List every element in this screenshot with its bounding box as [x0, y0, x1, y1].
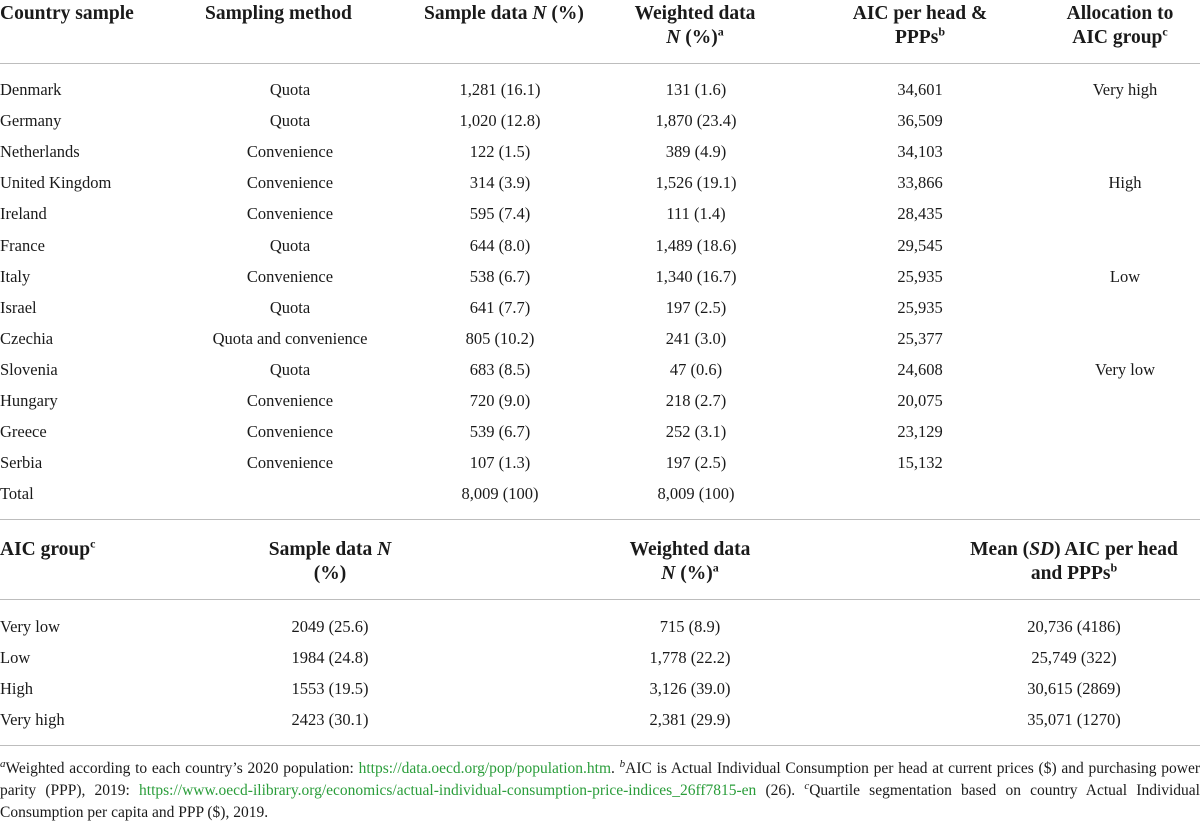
footnotes: $^a$Weighted according to each country’s 2020 population: https://data.oecd.org/pop/population.htm. $^b$AIC is Actual Individual Consumption per head at current prices ($) and purchasing power parity (PPP), 2019: https://www.oecd-ilibrary.org/economics/actual-individual-consumption-price-indices_26ff7815-en (26). $^c$Quartile segmentation based on country Actual Individual Consumption per capita and PPP ($), 2019. — [0, 757, 1200, 821]
cell-method: Convenience — [246, 142, 334, 162]
footnote-a-mark: a — [0, 757, 6, 770]
cell-country: Ireland — [0, 204, 47, 224]
cell-t2-sample: 1984 (24.8) — [291, 648, 369, 667]
header-t2-sample-data: Sample data N (%) — [268, 539, 392, 584]
cell-aic-group: Very low — [0, 617, 61, 636]
cell-method: Quota — [269, 80, 311, 99]
cell-t2-mean: 35,071 (1270) — [1027, 710, 1121, 729]
header-allocation: Allocation to AIC group$^c$ — [1066, 3, 1174, 48]
header-t2-mean-aic: Mean (SD) AIC per head and PPPs$^b$ — [970, 539, 1178, 584]
header-weighted-data: Weighted data N (%)$^a$ — [634, 3, 756, 48]
cell-sample: 805 (10.2) — [465, 328, 535, 348]
cell-weighted: 1,526 (19.1) — [655, 173, 737, 193]
cell-method: Convenience — [246, 391, 334, 410]
cell-method: Quota and convenience — [212, 328, 368, 348]
cell-method: Convenience — [246, 266, 334, 286]
cell-method: Quota — [269, 297, 311, 317]
cell-weighted: 197 (2.5) — [665, 453, 727, 473]
cell-country: Italy — [0, 266, 31, 286]
footnote-b-text: AIC is Actual Individual Consumption per head at current prices ($) and purchasing power parity (PPP), 2019: — [0, 760, 1200, 799]
cell-sample: 122 (1.5) — [469, 142, 531, 162]
header-aic-per-head: AIC per head & PPPs$^b$ — [852, 3, 988, 48]
cell-sample: 107 (1.3) — [469, 453, 531, 473]
cell-method: Convenience — [246, 204, 334, 224]
cell-sample: 644 (8.0) — [469, 235, 531, 255]
cell-weighted: 47 (0.6) — [669, 359, 723, 379]
cell-sample: 8,009 (100) — [461, 484, 539, 504]
cell-country: Czechia — [0, 328, 54, 348]
cell-aic: 20,075 — [897, 391, 943, 410]
cell-t2-mean: 30,615 (2869) — [1027, 679, 1121, 698]
cell-sample: 539 (6.7) — [469, 422, 531, 442]
cell-aic-group: High — [0, 679, 33, 698]
cell-t2-mean: 20,736 (4186) — [1027, 617, 1121, 636]
header-country-sample: Country sample — [0, 3, 134, 24]
cell-t2-weighted: 2,381 (29.9) — [649, 710, 731, 729]
cell-sample: 683 (8.5) — [469, 359, 531, 379]
cell-country: Total — [0, 484, 34, 504]
cell-method: Convenience — [246, 453, 334, 473]
cell-country: Serbia — [0, 453, 43, 473]
cell-allocation: Very high — [1092, 80, 1158, 99]
cell-country: France — [0, 235, 45, 255]
cell-aic-group: Very high — [0, 710, 65, 729]
cell-method: Convenience — [246, 422, 334, 442]
cell-weighted: 1,489 (18.6) — [655, 235, 737, 255]
cell-country: Hungary — [0, 391, 58, 410]
table-divider-rule — [0, 519, 1200, 520]
table1-header-rule — [0, 63, 1200, 64]
cell-country: Greece — [0, 422, 47, 442]
header-sample-data: Sample data N (%) — [424, 3, 584, 24]
cell-t2-weighted: 1,778 (22.2) — [649, 648, 731, 667]
footnote-a-text: Weighted according to each country’s 2020 population: — [5, 760, 359, 777]
cell-sample: 538 (6.7) — [469, 266, 531, 286]
cell-weighted: 241 (3.0) — [665, 328, 727, 348]
cell-allocation: Low — [1109, 266, 1141, 286]
cell-sample: 1,020 (12.8) — [459, 111, 541, 131]
cell-country: Netherlands — [0, 142, 80, 162]
cell-country: Germany — [0, 111, 62, 131]
cell-aic: 29,545 — [897, 235, 943, 255]
footnote-b-link[interactable]: https://www.oecd-ilibrary.org/economics/actual-individual-consumption-price-indices_26ff7815-en — [139, 782, 757, 799]
cell-country: United Kingdom — [0, 173, 112, 193]
footnote-c-text: Quartile segmentation based on country Actual Individual Consumption per capita and PPP ($), 2019. — [0, 782, 1200, 821]
cell-allocation: Very low — [1094, 359, 1156, 379]
cell-aic: 25,377 — [897, 328, 943, 348]
cell-sample: 1,281 (16.1) — [459, 80, 541, 99]
cell-weighted: 111 (1.4) — [666, 204, 726, 224]
cell-aic: 33,866 — [897, 173, 943, 193]
header-sampling-method: Sampling method — [205, 3, 352, 24]
cell-weighted: 252 (3.1) — [665, 422, 727, 442]
cell-sample: 720 (9.0) — [469, 391, 531, 410]
cell-aic: 36,509 — [897, 111, 943, 131]
footnote-a-link[interactable]: https://data.oecd.org/pop/population.htm — [358, 760, 612, 777]
cell-aic: 24,608 — [897, 359, 943, 379]
footnote-b-mark: b — [619, 757, 626, 770]
cell-t2-sample: 2423 (30.1) — [291, 710, 369, 729]
header-t2-weighted-data: Weighted data N (%)$^a$ — [629, 539, 751, 584]
footnote-c-mark: c — [804, 779, 810, 792]
table2-header-rule — [0, 599, 1200, 600]
cell-method: Quota — [269, 235, 311, 255]
cell-weighted: 8,009 (100) — [657, 484, 735, 504]
cell-weighted: 131 (1.6) — [665, 80, 727, 99]
footnote-rule — [0, 745, 1200, 746]
cell-weighted: 1,870 (23.4) — [655, 111, 737, 131]
cell-t2-mean: 25,749 (322) — [1031, 648, 1117, 667]
cell-weighted: 197 (2.5) — [665, 297, 727, 317]
cell-allocation: High — [1108, 173, 1142, 193]
cell-aic: 15,132 — [897, 453, 943, 473]
cell-method: Quota — [269, 111, 311, 131]
cell-country: Slovenia — [0, 359, 58, 379]
cell-weighted: 218 (2.7) — [665, 391, 727, 410]
cell-aic: 25,935 — [897, 297, 943, 317]
cell-weighted: 1,340 (16.7) — [655, 266, 737, 286]
cell-aic-group: Low — [0, 648, 31, 667]
cell-country: Denmark — [0, 80, 62, 99]
cell-weighted: 389 (4.9) — [665, 142, 727, 162]
cell-country: Israel — [0, 297, 37, 317]
cell-sample: 641 (7.7) — [469, 297, 531, 317]
header-aic-group: AIC group$^c$ — [0, 536, 96, 560]
cell-aic: 34,601 — [897, 80, 943, 99]
cell-sample: 595 (7.4) — [469, 204, 531, 224]
cell-t2-sample: 2049 (25.6) — [291, 617, 369, 636]
cell-aic: 28,435 — [897, 204, 943, 224]
cell-t2-sample: 1553 (19.5) — [291, 679, 369, 698]
cell-method: Convenience — [246, 173, 334, 193]
cell-t2-weighted: 3,126 (39.0) — [649, 679, 731, 698]
cell-sample: 314 (3.9) — [469, 173, 531, 193]
footnote-b-after: (26). — [756, 782, 805, 799]
cell-method: Quota — [269, 359, 311, 379]
cell-aic: 23,129 — [897, 422, 943, 442]
cell-aic: 25,935 — [897, 266, 943, 286]
cell-aic: 34,103 — [897, 142, 943, 162]
cell-t2-weighted: 715 (8.9) — [659, 617, 721, 636]
